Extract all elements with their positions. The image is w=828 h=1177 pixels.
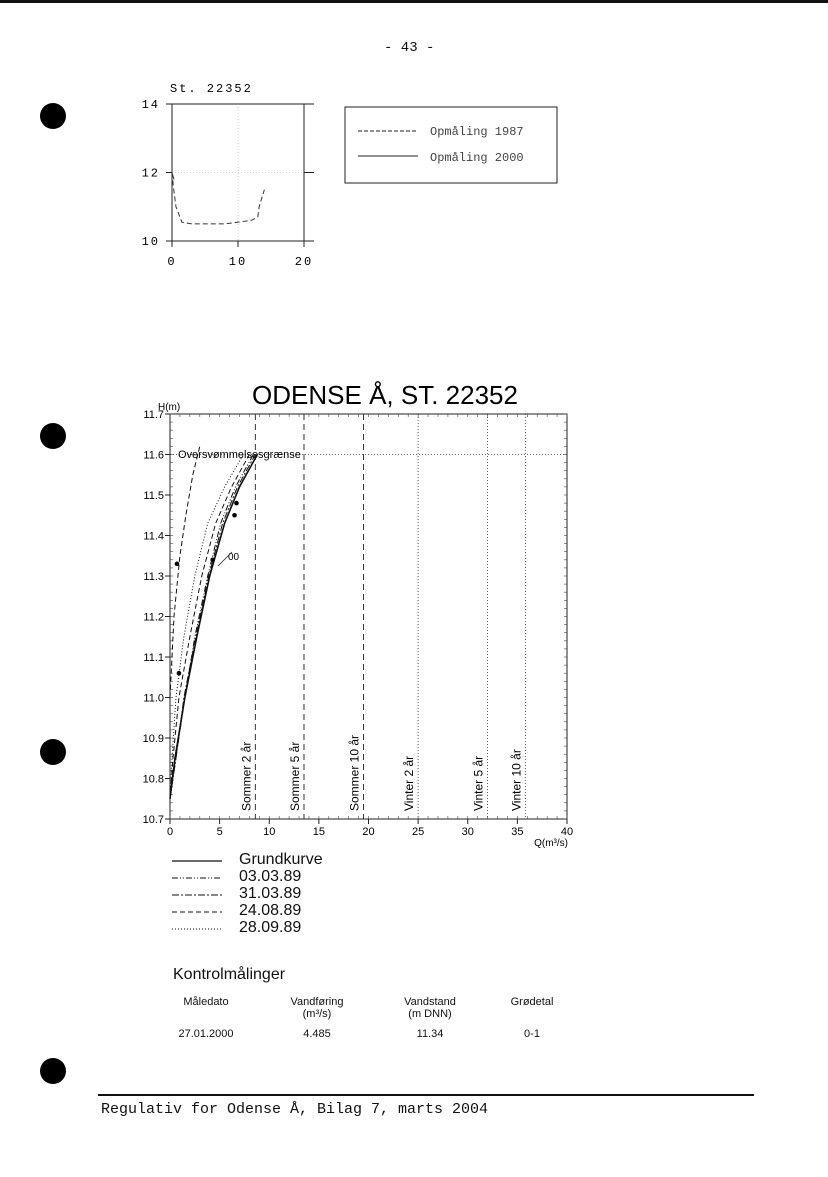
return-period-label: Vinter 2 år [402, 755, 417, 811]
return-period-label: Sommer 10 år [347, 734, 362, 811]
x-axis-label: Q(m³/s) [534, 838, 568, 849]
y-tick-label: 12 [141, 166, 160, 181]
control-cell-stage: 11.34 [416, 1028, 444, 1040]
legend-label-2000: Opmåling 2000 [430, 151, 524, 165]
footer-rule [98, 1094, 754, 1096]
y-tick-label: 10.7 [142, 814, 164, 826]
legend-label-280989: 28.09.89 [239, 919, 302, 936]
page-number: - 43 - [384, 40, 435, 56]
measurement-point [210, 558, 215, 563]
control-header-stage: Vandstand [404, 996, 456, 1008]
legend-label-310389: 31.03.89 [239, 885, 302, 902]
x-tick-label: 0 [167, 255, 177, 269]
footer-text: Regulativ for Odense Å, Bilag 7, marts 2004 [101, 1101, 489, 1118]
y-tick-label: 11.1 [143, 652, 164, 664]
legend-label-030389: 03.03.89 [239, 868, 302, 885]
return-period-label: Sommer 5 år [287, 741, 302, 811]
curve-marker-label: 00 [228, 552, 240, 563]
x-tick-label: 25 [412, 826, 425, 838]
return-period-label: Vinter 5 år [471, 755, 486, 811]
y-tick-label: 10.8 [142, 773, 164, 786]
y-tick-label: 11.5 [143, 490, 164, 502]
y-tick-label: 11.6 [143, 449, 164, 462]
legend-label-grundkurve: Grundkurve [239, 851, 323, 868]
cross-section-title: St. 22352 [170, 82, 253, 96]
control-header-discharge: Vandføring [290, 996, 344, 1008]
x-tick-label: 20 [362, 826, 375, 838]
y-tick-label: 10 [141, 235, 160, 249]
x-tick-label: 20 [294, 255, 314, 269]
x-tick-label: 10 [263, 826, 276, 838]
y-tick-label: 11.2 [143, 611, 164, 624]
measurement-point [232, 513, 237, 518]
measurement-point [177, 671, 182, 676]
y-tick-label: 11.4 [143, 530, 164, 543]
x-tick-label: 30 [461, 826, 474, 838]
y-tick-label: 14 [141, 98, 160, 112]
control-header-stage-unit: (m DNN) [408, 1008, 452, 1020]
legend-label-1987: Opmåling 1987 [430, 125, 524, 139]
y-tick-label: 11.7 [143, 409, 164, 421]
control-cell-discharge: 4.485 [303, 1028, 331, 1040]
control-cell-date: 27.01.2000 [178, 1028, 234, 1040]
x-tick-label: 15 [312, 826, 325, 838]
y-tick-label: 11.0 [143, 692, 164, 705]
main-chart-frame [170, 414, 567, 819]
return-period-label: Vinter 10 år [509, 749, 524, 811]
y-axis-label: H(m) [158, 402, 181, 413]
main-chart-title: ODENSE Å, ST. 22352 [252, 380, 518, 410]
y-tick-label: 10.9 [142, 733, 164, 745]
rating-curve-series [170, 455, 249, 799]
legend-label-240889: 24.08.89 [239, 902, 302, 919]
control-header-discharge-unit: (m³/s) [302, 1008, 332, 1020]
control-header-weed: Grødetal [510, 996, 554, 1008]
flood-limit-label: Oversvømmelsesgrænse [178, 449, 301, 461]
x-tick-label: 40 [560, 826, 574, 838]
control-cell-weed: 0-1 [524, 1028, 540, 1040]
control-measurements-title: Kontrolmålinger [173, 966, 286, 983]
y-tick-label: 11.3 [143, 571, 164, 583]
control-header-date: Måledato [183, 996, 229, 1008]
x-tick-label: 5 [216, 826, 223, 838]
measurement-point [175, 562, 180, 567]
x-tick-label: 35 [511, 826, 524, 838]
x-tick-label: 10 [228, 255, 248, 269]
x-tick-label: 0 [166, 826, 174, 838]
measurement-point [234, 501, 239, 506]
return-period-label: Sommer 2 år [239, 741, 254, 811]
